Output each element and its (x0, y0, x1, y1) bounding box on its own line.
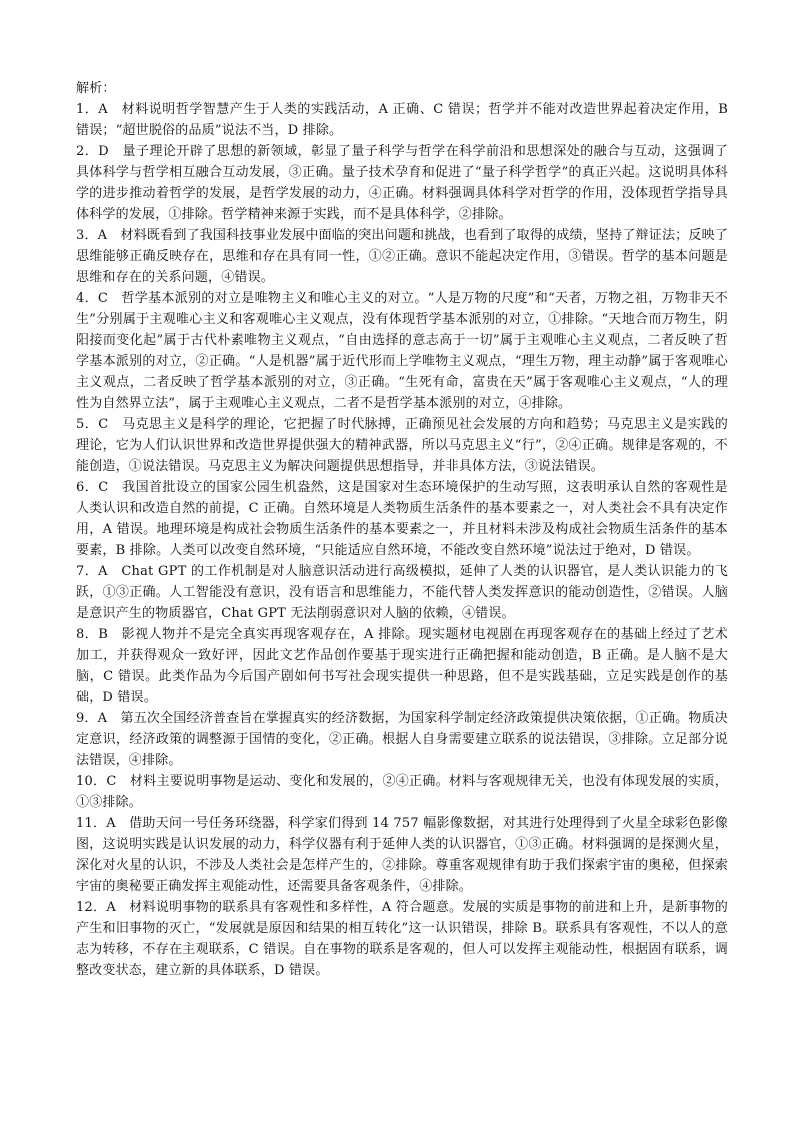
answer-item-7: 7．A Chat GPT 的工作机制是对人脑意识活动进行高级模拟，延伸了人类的认识器官，是人类认识能力的飞跃，①③正确。人工智能没有意识，没有语言和思维能力，不能代替人类发挥意识的能动创造性，②错误。人脑是意识产生的物质器官，Chat GPT 无法削弱意识对人脑的依赖，④错误。 (76, 564, 728, 621)
answer-item-3: 3．A 材料既看到了我国科技事业发展中面临的突出问题和挑战，也看到了取得的成绩，坚持了辩证法；反映了思维能够正确反映存在，思维和存在具有同一性，①②正确。意识不能起决定作用，③错误。哲学的基本问题是思维和存在的关系问题，④错误。 (76, 228, 728, 285)
answer-item-1: 1．A 材料说明哲学智慧产生于人类的实践活动，A 正确、C 错误；哲学并不能对改造世界起着决定作用，B 错误；“超世脱俗的品质”说法不当，D 排除。 (76, 102, 728, 138)
answer-item-5: 5．C 马克思主义是科学的理论，它把握了时代脉搏，正确预见社会发展的方向和趋势；马克思主义是实践的理论，它为人们认识世界和改造世界提供强大的精神武器，所以马克思主义“行”，②④正确。规律是客观的，不能创造，①说法错误。马克思主义为解决问题提供思想指导，并非具体方法，③说法错误。 (76, 417, 728, 474)
answer-item-6: 6．C 我国首批设立的国家公园生机盎然，这是国家对生态环境保护的生动写照，这表明承认自然的客观性是人类认识和改造自然的前提，C 正确。自然环境是人类物质生活条件的基本要素之一，对人类社会不具有决定作用，A 错误。地理环境是构成社会物质生活条件的基本要素之一，并且材料未涉及构成社会物质生活条件的基本要素，B 排除。人类可以改变自然环境，“只能适应自然环境，不能改变自然环境”说法过于绝对，D 错误。 (76, 480, 728, 558)
answer-item-4: 4．C 哲学基本派别的对立是唯物主义和唯心主义的对立。“人是万物的尺度”和“天者，万物之祖，万物非天不生”分别属于主观唯心主义和客观唯心主义观点，没有体现哲学基本派别的对立，①排除。“天地合而万物生，阴阳接而变化起”属于古代朴素唯物主义观点，“自由选择的意志高于一切”属于主观唯心主义观点，二者反映了哲学基本派别的对立，②正确。“人是机器”属于近代形而上学唯物主义观点，“理生万物，理主动静”属于客观唯心主义观点，二者反映了哲学基本派别的对立，③正确。“生死有命，富贵在天”属于客观唯心主义观点，“人的理性为自然界立法”，属于主观唯心主义观点，二者不是哲学基本派别的对立，④排除。 (76, 291, 728, 411)
answer-item-9: 9．A 第五次全国经济普查旨在掌握真实的经济数据，为国家科学制定经济政策提供决策依据，①正确。物质决定意识，经济政策的调整源于国情的变化，②正确。根据人自身需要建立联系的说法错误，③排除。立足部分说法错误，④排除。 (76, 711, 728, 768)
answer-item-10: 10．C 材料主要说明事物是运动、变化和发展的，②④正确。材料与客观规律无关，也没有体现发展的实质，①③排除。 (76, 774, 728, 810)
answer-item-12: 12．A 材料说明事物的联系具有客观性和多样性，A 符合题意。发展的实质是事物的前进和上升，是新事物的产生和旧事物的灭亡，“发展就是原因和结果的相互转化”这一认识错误，排除 B。联系具有客观性，不以人的意志为转移，不存在主观联系，C 错误。自在事物的联系是客观的，但人可以发挥主观能动性，根据固有联系，调整改变状态，建立新的具体联系，D 错误。 (76, 900, 728, 978)
answer-item-8: 8．B 影视人物并不是完全真实再现客观存在，A 排除。现实题材电视剧在再现客观存在的基础上经过了艺术加工，并获得观众一致好评，因此文艺作品创作要基于现实进行正确把握和能动创造，B 正确。是人脑不是大脑，C 错误。此类作品为今后国产剧如何书写社会现实提供一种思路，但不是实践基础，立足实践是创作的基础，D 错误。 (76, 627, 728, 705)
answer-explanations (76, 78, 728, 981)
answer-item-2: 2．D 量子理论开辟了思想的新领域，彰显了量子科学与哲学在科学前沿和思想深处的融合与互动，这强调了具体科学与哲学相互融合互动发展，③正确。量子技术孕育和促进了“量子科学哲学”的真正兴起。这说明具体科学的进步推动着哲学的发展，是哲学发展的动力，④正确。材料强调具体科学对哲学的作用，没体现哲学指导具体科学的发展，①排除。哲学精神来源于实践，而不是具体科学，②排除。 (76, 144, 728, 222)
section-heading: 解析： (76, 81, 116, 96)
answer-item-11: 11．A 借助天问一号任务环绕器，科学家们得到 14 757 幅影像数据，对其进行处理得到了火星全球彩色影像图，这说明实践是认识发展的动力，科学仪器有利于延伸人类的认识器官，①③正确。材料强调的是探测火星，深化对火星的认识，不涉及人类社会是怎样产生的，②排除。尊重客观规律有助于我们探索宇宙的奥秘，但探索宇宙的奥秘要正确发挥主观能动性，还需要具备客观条件，④排除。 (76, 816, 728, 894)
